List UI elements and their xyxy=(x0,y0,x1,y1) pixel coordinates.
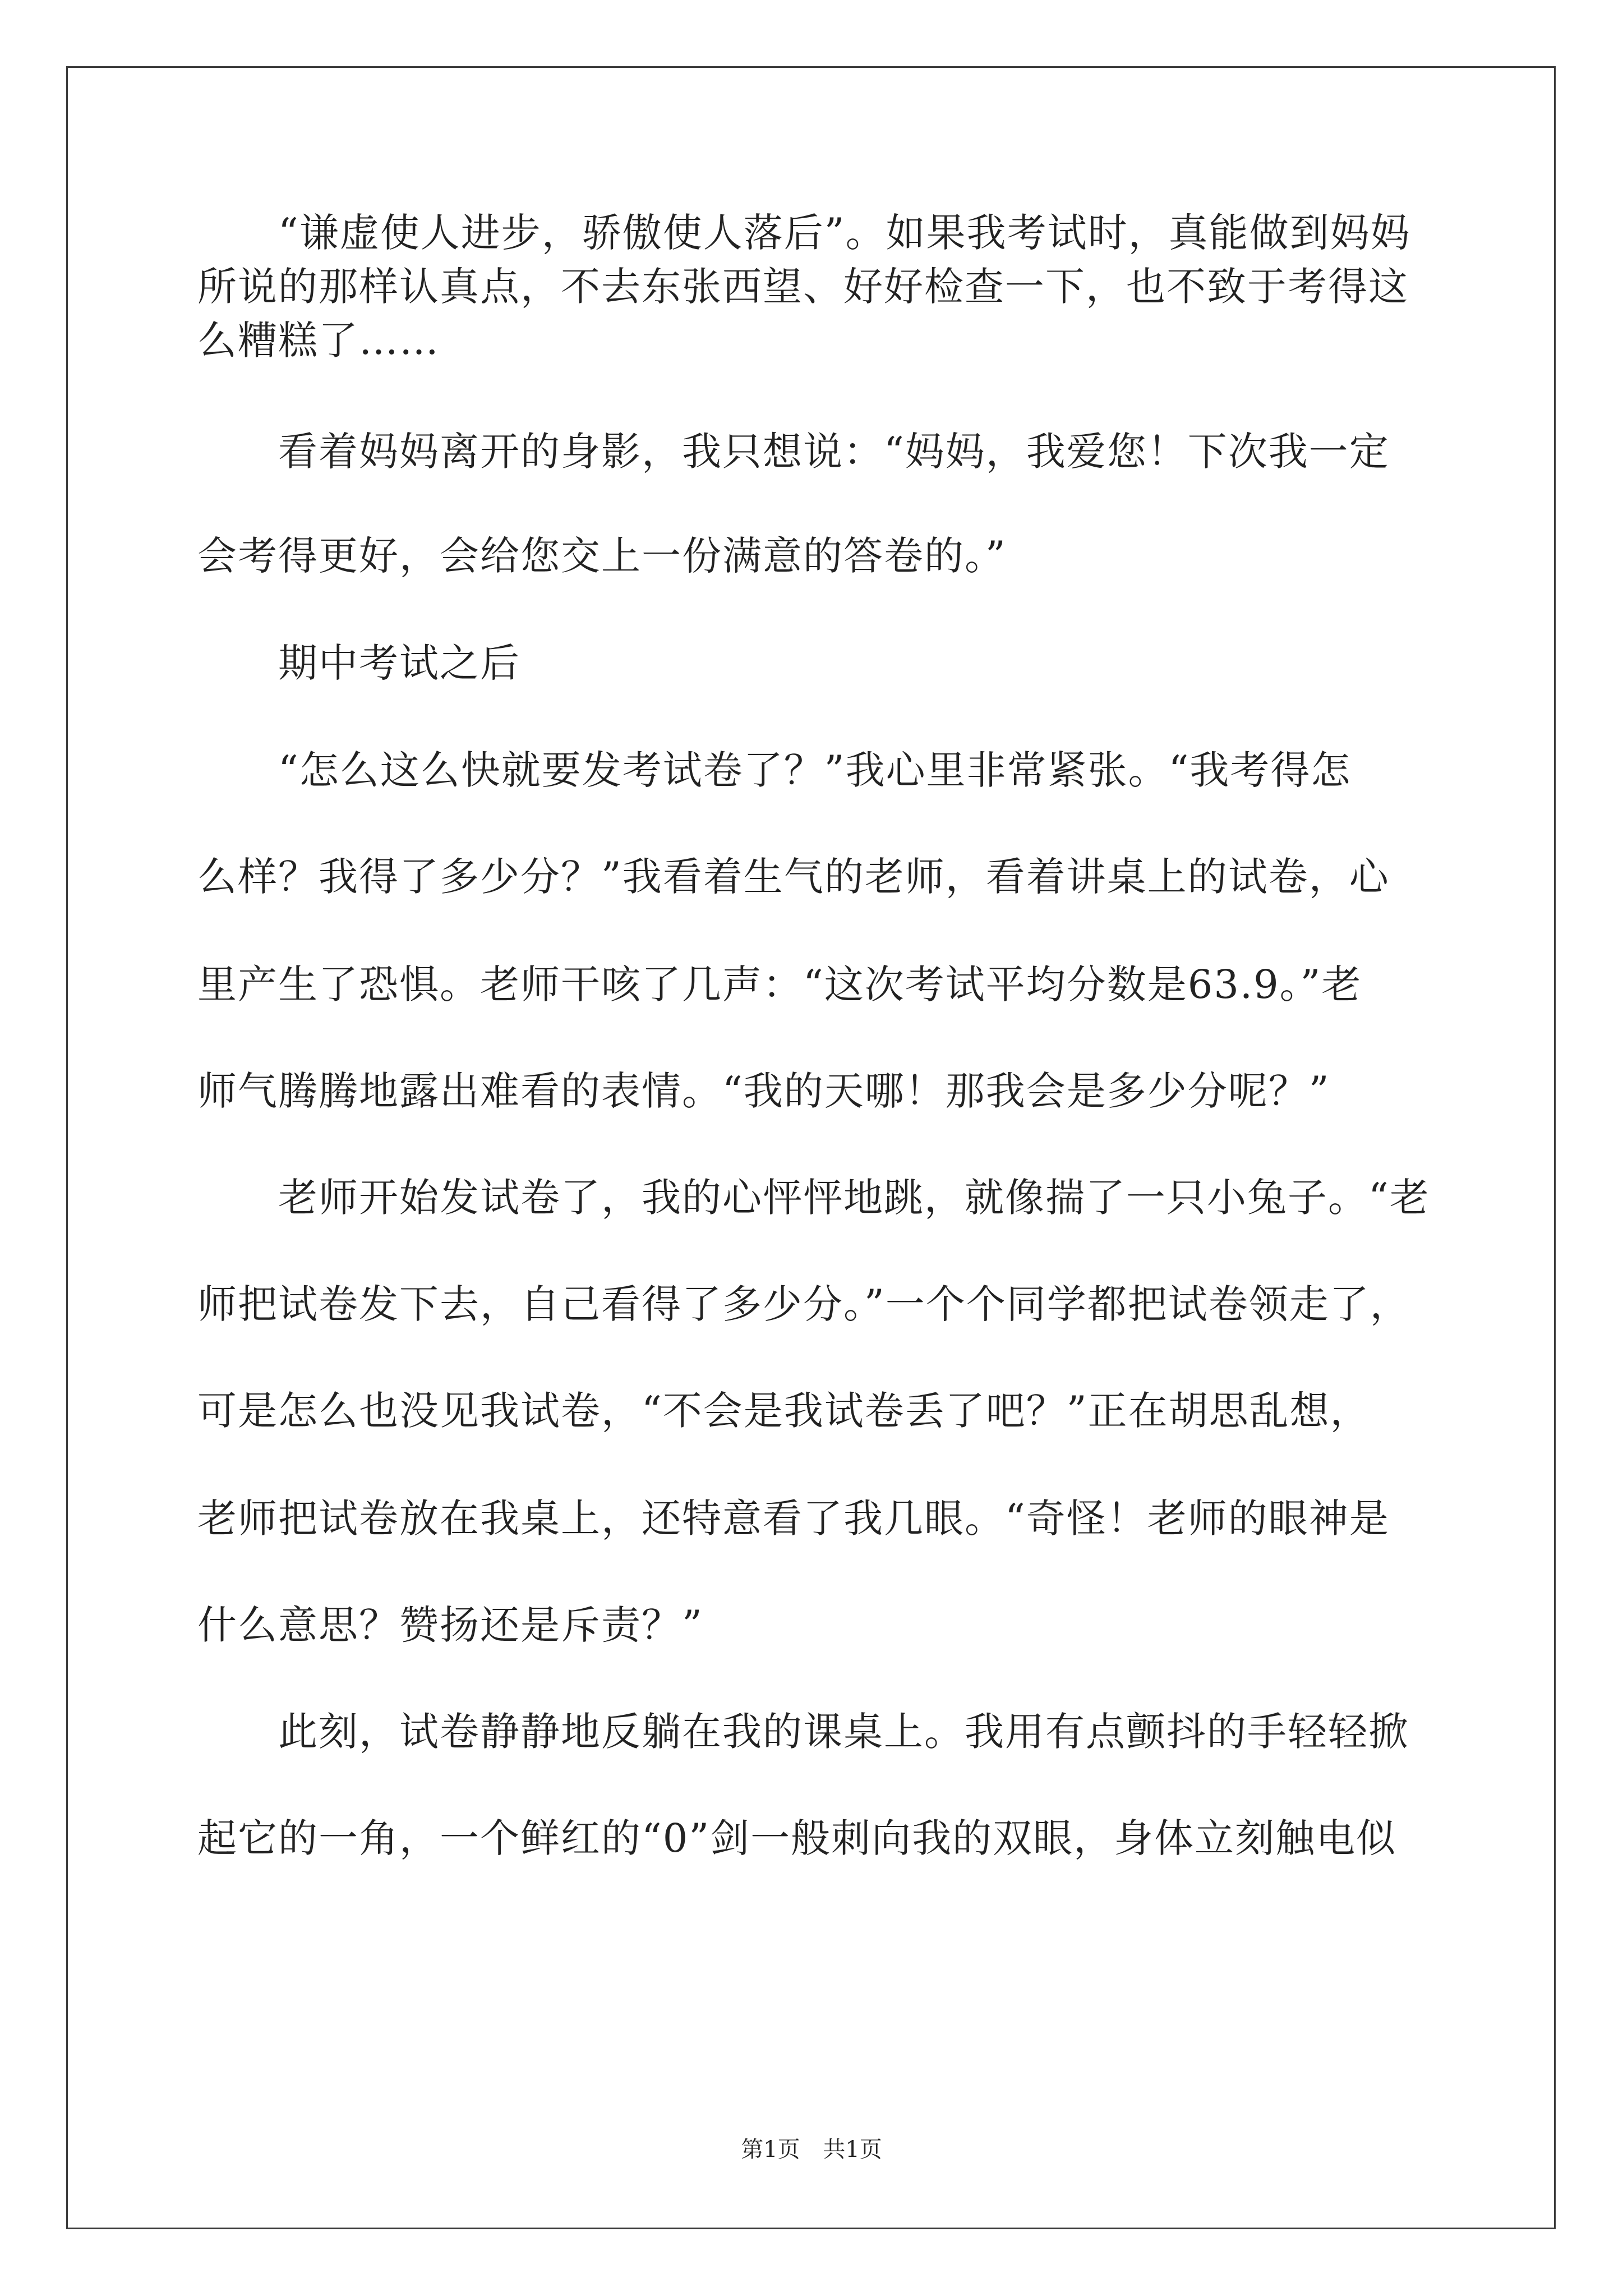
text-line: 师把试卷发下去，自己看得了多少分。”一个个同学都把试卷领走了， xyxy=(197,1281,1410,1327)
section-heading: 期中考试之后 xyxy=(278,640,520,686)
text-line: 此刻，试卷静静地反躺在我的课桌上。我用有点颤抖的手轻轻掀 xyxy=(278,1709,1409,1755)
text-line: 老师开始发试卷了，我的心怦怦地跳，就像揣了一只小兔子。“老 xyxy=(278,1175,1430,1221)
text-line: 会考得更好，会给您交上一份满意的答卷的。” xyxy=(197,533,1007,579)
text-line: 起它的一角，一个鲜红的“0”剑一般刺向我的双眼，身体立刻触电似 xyxy=(197,1815,1397,1861)
text-line: 看着妈妈离开的身影，我只想说：“妈妈，我爱您！下次我一定 xyxy=(278,429,1390,475)
page-border xyxy=(66,66,1556,2229)
text-line: 老师把试卷放在我桌上，还特意看了我几眼。“奇怪！老师的眼神是 xyxy=(197,1496,1390,1542)
text-line: 么样？我得了多少分？”我看着生气的老师，看着讲桌上的试卷，心 xyxy=(197,854,1390,900)
text-line: “谦虚使人进步，骄傲使人落后”。如果我考试时，真能做到妈妈 xyxy=(278,210,1411,256)
text-line: 可是怎么也没见我试卷，“不会是我试卷丢了吧？”正在胡思乱想， xyxy=(197,1388,1371,1434)
page-footer xyxy=(0,2132,1623,2164)
page-total: 共1页 xyxy=(823,2137,882,2162)
text-line: 什么意思？赞扬还是斥责？” xyxy=(197,1602,703,1648)
text-line: 所说的那样认真点，不去东张西望、好好检查一下，也不致于考得这 xyxy=(197,264,1409,310)
text-line: “怎么这么快就要发考试卷了？”我心里非常紧张。“我考得怎 xyxy=(278,747,1352,793)
text-line: 么糟糕了…… xyxy=(197,318,440,364)
text-line: 里产生了恐惧。老师干咳了几声：“这次考试平均分数是63.9。”老 xyxy=(197,961,1362,1007)
page-number: 第1页 xyxy=(741,2137,800,2162)
text-line: 师气腾腾地露出难看的表情。“我的天哪！那我会是多少分呢？” xyxy=(197,1068,1330,1114)
